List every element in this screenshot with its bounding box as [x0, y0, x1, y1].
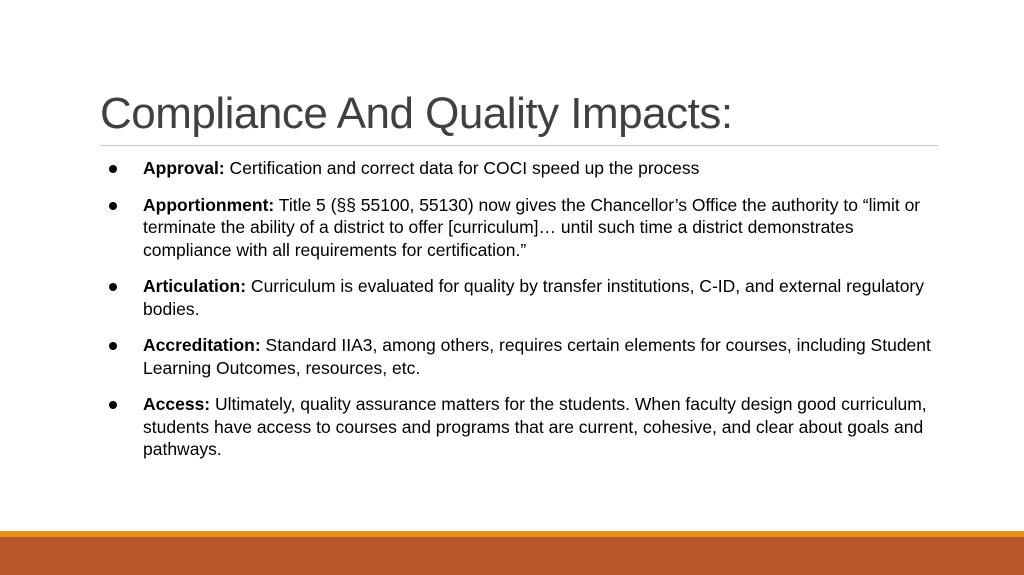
- slide-title: Compliance And Quality Impacts:: [100, 89, 733, 138]
- bullet-term: Apportionment:: [143, 194, 275, 215]
- bullet-text: Ultimately, quality assurance matters for the students. When faculty design good curriculum, students have access to courses and programs that are current, cohesive, and clear about goals and pathways.: [143, 394, 927, 459]
- bullet-item-accreditation: [100, 334, 940, 379]
- bullet-text: Title 5 (§§ 55100, 55130) now gives the Chancellor’s Office the authority to “limit or terminate the ability of a district to offer [curriculum]… until such time a district demonstrates compliance with all requirements for certification.”: [143, 194, 921, 260]
- bullet-item-approval: [100, 157, 940, 180]
- bullet-text: Certification and correct data for COCI speed up the process: [224, 158, 700, 178]
- bullet-dot-icon: [109, 342, 117, 350]
- bullet-text: Curriculum is evaluated for quality by transfer institutions, C-ID, and external regulatory bodies.: [143, 276, 924, 319]
- bullet-dot-icon: [109, 165, 117, 173]
- bullet-term: Accreditation:: [143, 335, 261, 355]
- bullet-term: Articulation:: [143, 276, 247, 296]
- bullet-item-apportionment: [100, 194, 940, 262]
- bullet-term: Access:: [143, 394, 211, 414]
- bullet-term: Approval:: [143, 158, 225, 178]
- bullet-text: Standard IIA3, among others, requires certain elements for courses, including Student Learning Outcomes, resources, etc.: [143, 335, 931, 378]
- bullet-dot-icon: [109, 283, 117, 291]
- bullet-item-access: [100, 393, 940, 461]
- bullet-dot-icon: [109, 401, 117, 409]
- bullet-dot-icon: [109, 202, 117, 210]
- footer-bar: [0, 537, 1024, 575]
- title-divider: [100, 145, 938, 146]
- bullet-item-articulation: [100, 275, 940, 320]
- bullet-list: [100, 157, 940, 475]
